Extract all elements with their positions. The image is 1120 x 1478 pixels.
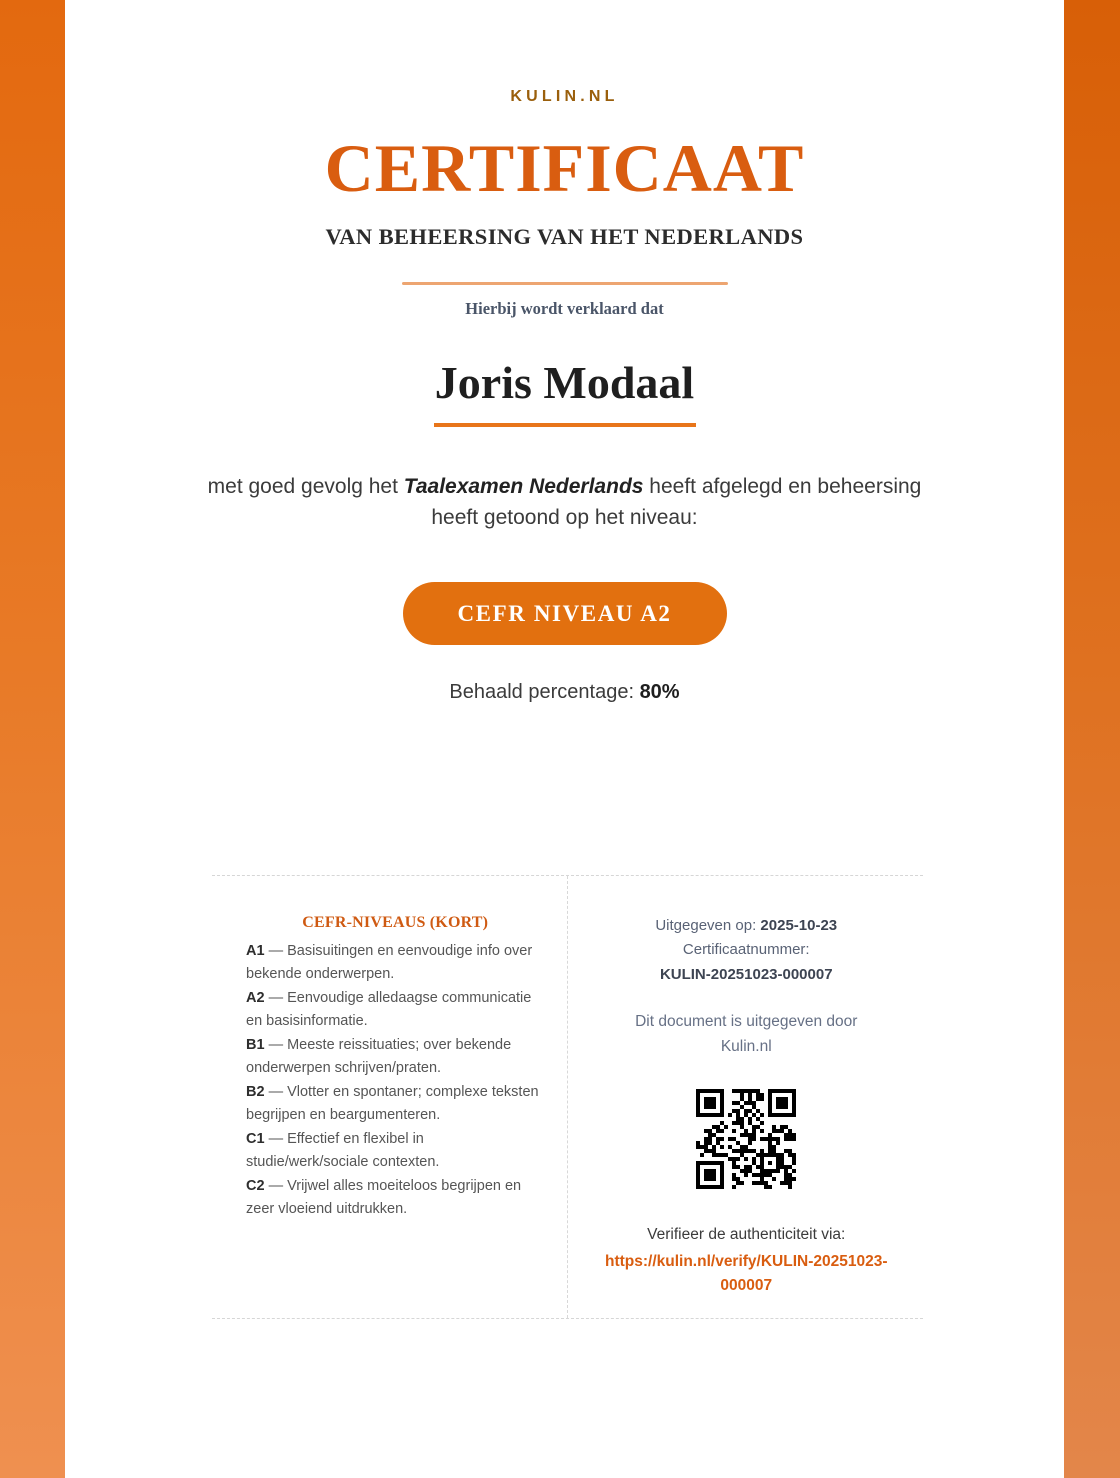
declaration-text: Hierbij wordt verklaard dat	[465, 299, 664, 318]
issuer-line-1: Dit document is uitgegeven door	[635, 1012, 858, 1030]
right-orange-band	[1064, 0, 1120, 1478]
cefr-level-badge: CEFR NIVEAU A2	[403, 582, 727, 645]
cefr-level-code: C2	[246, 1177, 265, 1194]
cefr-level-item	[246, 940, 545, 987]
verify-url-link[interactable]: https://kulin.nl/verify/KULIN-20251023-000007	[604, 1253, 888, 1295]
certificate-subtitle: VAN BEHEERSING VAN HET NEDERLANDS	[325, 224, 804, 249]
page-title: CERTIFICAAT	[324, 130, 805, 206]
body-text-after: heeft afgelegd en beheersing heeft getoond op het niveau:	[431, 475, 922, 529]
title-divider	[402, 282, 728, 285]
cefr-level-code: B2	[246, 1083, 265, 1100]
cefr-level-code: C1	[246, 1130, 265, 1147]
certificate-number-text: KULIN-20251023-000007	[659, 965, 833, 983]
cefr-level-desc: — Meeste reissituaties; over bekende onderwerpen schrijven/praten.	[246, 1036, 512, 1077]
score-value: 80%	[639, 681, 680, 704]
recipient-name: Joris Modaal	[434, 357, 695, 408]
cefr-level-code: A1	[246, 943, 265, 959]
verify-label: Verifieer de authenticiteit via:	[647, 1226, 846, 1244]
exam-name: Taalexamen Nederlands	[403, 475, 644, 499]
qr-code-wrap	[590, 1081, 904, 1197]
issuer-block	[590, 1009, 904, 1059]
level-badge-wrap	[65, 582, 1064, 645]
certificate-body-text	[200, 472, 930, 533]
cefr-level-desc: — Eenvoudige alledaagse communicatie en basisinformatie.	[246, 989, 532, 1030]
cefr-level-item	[246, 1034, 545, 1081]
qr-code-icon	[688, 1081, 804, 1197]
issuance-column	[568, 876, 924, 1318]
certificate-number-value	[590, 963, 904, 987]
cefr-level-item	[246, 1081, 545, 1128]
left-orange-band	[0, 0, 65, 1478]
recipient-name-underline	[434, 423, 696, 427]
certificate-sheet	[65, 0, 1064, 1478]
score-label: Behaald percentage:	[449, 681, 640, 704]
certificate-number-label: Certificaatnummer:	[682, 941, 810, 959]
cefr-level-desc: — Vlotter en spontaner; complexe teksten begrijpen en beargumenteren.	[246, 1083, 539, 1124]
cefr-level-code: B1	[246, 1036, 265, 1053]
issuance-meta	[590, 914, 904, 987]
cefr-level-desc: — Effectief en flexibel in studie/werk/sociale contexten.	[246, 1130, 440, 1171]
certificate-footer	[212, 875, 923, 1319]
brand-wordmark: KULIN.NL	[510, 88, 619, 105]
cefr-level-item	[246, 987, 545, 1034]
cefr-info-column	[212, 876, 568, 1318]
cefr-level-item	[246, 1175, 545, 1222]
body-text-before: met goed gevolg het	[207, 475, 404, 499]
cefr-heading: CEFR-NIVEAUS (KORT)	[302, 914, 489, 931]
cefr-level-desc: — Basisuitingen en eenvoudige info over bekende onderwerpen.	[246, 943, 533, 983]
cefr-level-list	[246, 940, 545, 1222]
issued-date-line	[590, 914, 904, 938]
score-line	[65, 681, 1064, 704]
cefr-level-code: A2	[246, 989, 265, 1006]
issuer-line-2: Kulin.nl	[720, 1038, 772, 1055]
cefr-level-item	[246, 1128, 545, 1175]
issued-date-value: 2025-10-23	[760, 917, 838, 934]
issued-date-label: Uitgegeven op:	[655, 917, 761, 934]
cefr-level-desc: — Vrijwel alles moeiteloos begrijpen en zeer vloeiend uitdrukken.	[246, 1177, 522, 1218]
